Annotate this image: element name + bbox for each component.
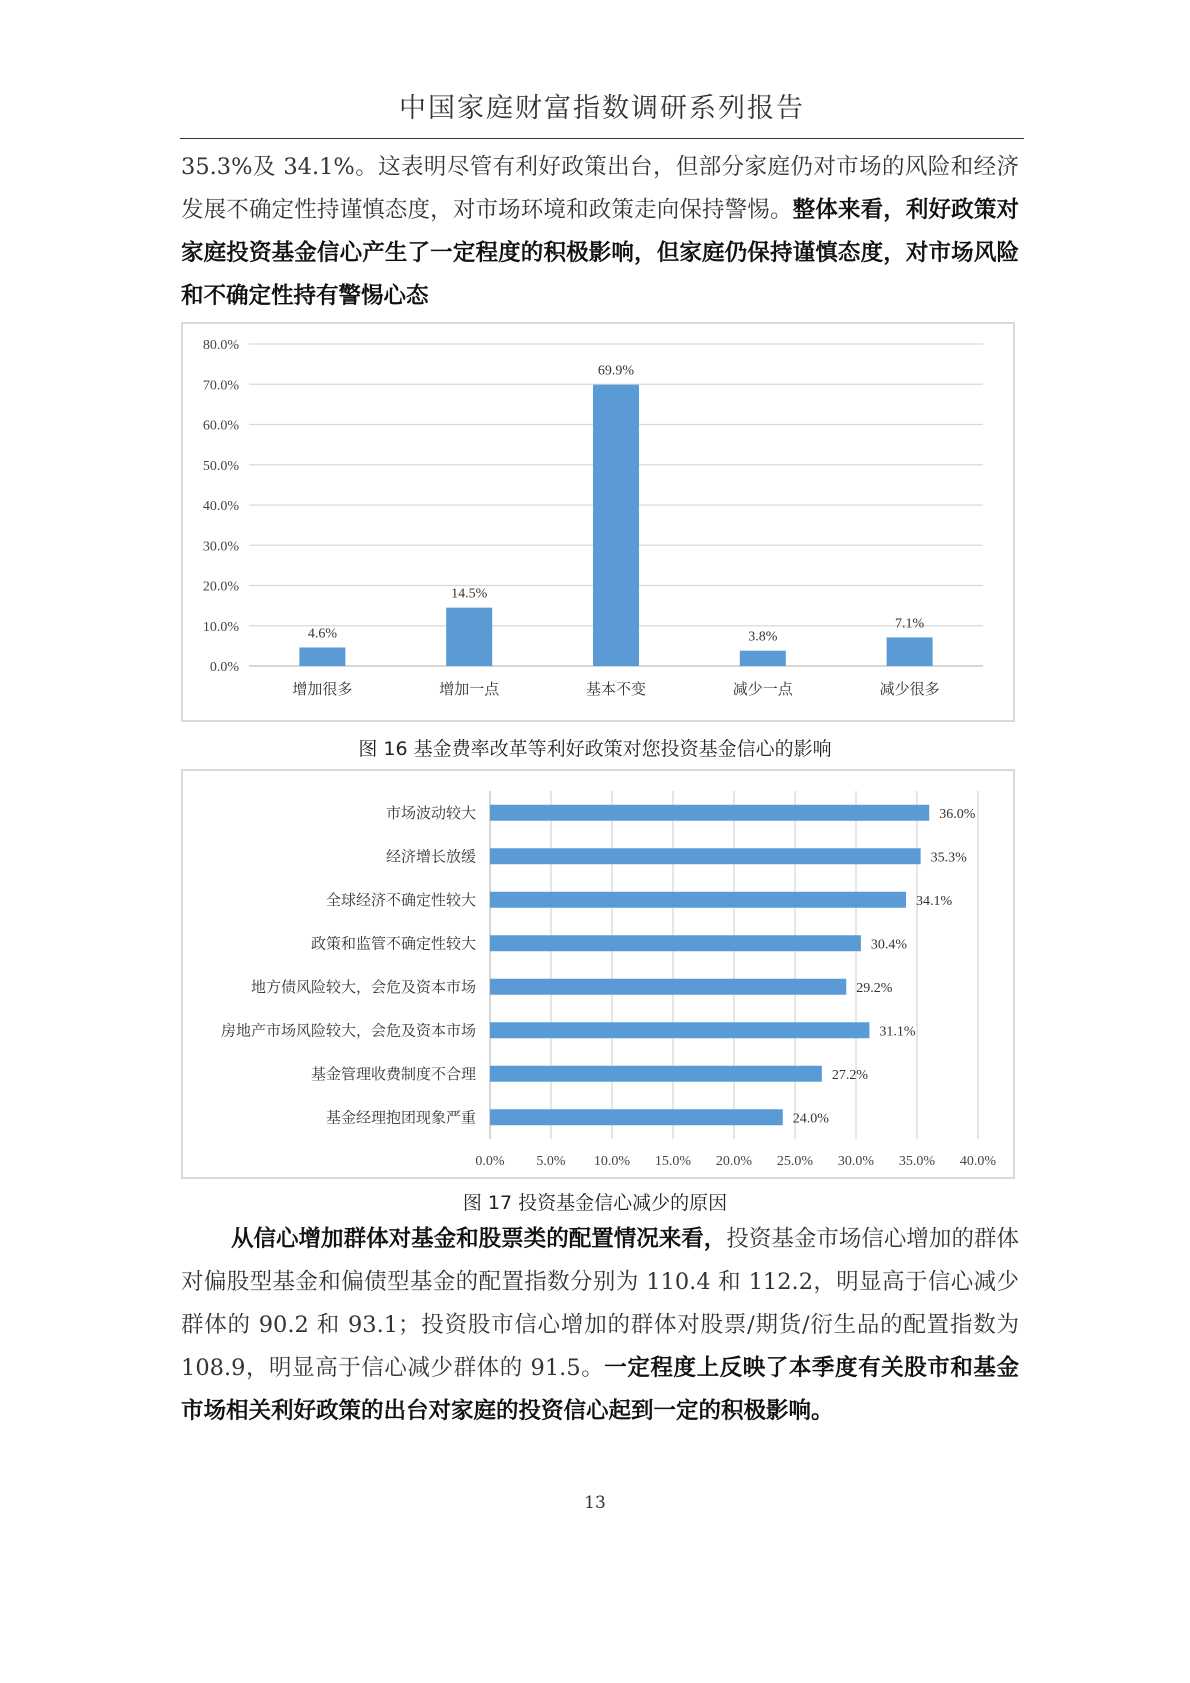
- y-tick-label: 30.0%: [202, 539, 239, 555]
- y-category-label: 经济增长放缓: [385, 847, 476, 866]
- paragraph-1: [181, 146, 1019, 318]
- figure-17-caption: 图 17 投资基金信心减少的原因: [462, 1192, 728, 1214]
- y-tick-label: 20.0%: [202, 579, 239, 595]
- x-tick-label: 15.0%: [654, 1154, 692, 1169]
- y-tick-label: 10.0%: [202, 619, 239, 635]
- x-tick-label: 20.0%: [715, 1154, 753, 1169]
- x-category-label: 减少一点: [732, 680, 793, 698]
- bar: [490, 979, 846, 995]
- x-tick-label: 40.0%: [959, 1154, 997, 1169]
- x-category-label: 减少很多: [879, 680, 940, 698]
- bar: [490, 848, 921, 864]
- bar: [593, 385, 639, 666]
- y-tick-label: 50.0%: [202, 458, 239, 474]
- data-label: 34.1%: [916, 893, 953, 909]
- y-tick-label: 40.0%: [202, 499, 239, 514]
- data-label: 7.1%: [895, 616, 925, 632]
- y-category-label: 地方债风险较大，会危及资本市场: [250, 977, 476, 996]
- y-category-label: 政策和监管不确定性较大: [310, 934, 476, 953]
- data-label: 27.2%: [831, 1067, 869, 1083]
- x-tick-label: 10.0%: [593, 1154, 631, 1169]
- figure-17-svg: [183, 771, 1013, 1177]
- x-category-label: 增加一点: [439, 680, 500, 698]
- page-number: 13: [584, 1493, 606, 1513]
- y-tick-label: 0.0%: [209, 660, 239, 675]
- bar: [490, 892, 906, 908]
- y-tick-label: 60.0%: [202, 418, 239, 434]
- bar: [490, 935, 861, 951]
- data-label: 3.8%: [748, 629, 778, 645]
- data-label: 30.4%: [870, 937, 908, 953]
- x-category-label: 增加很多: [292, 680, 353, 698]
- y-category-label: 基金管理收费制度不合理: [310, 1064, 476, 1083]
- y-category-label: 基金经理抱团现象严重: [325, 1108, 476, 1127]
- bar: [490, 1109, 783, 1125]
- y-category-label: 全球经济不确定性较大: [325, 890, 476, 909]
- y-tick-label: 70.0%: [202, 378, 239, 394]
- header-divider: [180, 138, 1024, 139]
- x-tick-label: 0.0%: [475, 1154, 505, 1169]
- x-tick-label: 35.0%: [898, 1154, 936, 1169]
- x-category-label: 基本不变: [585, 680, 647, 698]
- y-tick-label: 80.0%: [202, 338, 239, 353]
- bar: [490, 1022, 869, 1038]
- paragraph-1-text: 35.3%及 34.1%。这表明尽管有利好政策出台，但部分家庭仍对市场的风险和经济发展不确定性持谨慎态度，对市场环境和政策走向保持警惕。: [181, 154, 1019, 223]
- bar: [490, 1066, 822, 1082]
- bar: [887, 637, 933, 666]
- paragraph-2: [181, 1218, 1019, 1433]
- figure-16-svg: [183, 324, 1013, 720]
- figure-17-chart: [181, 769, 1015, 1179]
- figure-16-caption: 图 16 基金费率改革等利好政策对您投资基金信心的影响: [358, 738, 832, 760]
- data-label: 14.5%: [451, 586, 488, 602]
- data-label: 36.0%: [939, 806, 976, 822]
- x-tick-label: 25.0%: [776, 1154, 814, 1169]
- bar: [490, 805, 929, 821]
- data-label: 31.1%: [879, 1024, 916, 1040]
- bar: [740, 651, 786, 666]
- data-label: 35.3%: [930, 850, 967, 866]
- paragraph-1-bold: 整体来看，利好政策对家庭投资基金信心产生了一定程度的积极影响，但家庭仍保持谨慎态度，对市场风险和不确定性持有警惕心态: [181, 197, 1019, 309]
- bar: [299, 647, 345, 666]
- data-label: 4.6%: [307, 626, 337, 642]
- x-tick-label: 5.0%: [536, 1154, 566, 1169]
- paragraph-2-bold-tail: 一定程度上反映了本季度有关股市和基金市场相关利好政策的出台对家庭的投资信心起到一定的积极影响。: [181, 1355, 1019, 1424]
- paragraph-2-text: 投资基金市场信心增加的群体对偏股型基金和偏债型基金的配置指数分别为 110.4 和 112.2，明显高于信心减少群体的 90.2 和 93.1；投资股市信心增加的群体对股票/期货/衍生品的配置指数为 108.9，明显高于信心减少群体的 91.5。: [181, 1226, 1019, 1381]
- figure-16-chart: [181, 322, 1015, 722]
- paragraph-2-bold-lead: 从信心增加群体对基金和股票类的配置情况来看，: [231, 1226, 727, 1252]
- report-header: 中国家庭财富指数调研系列报告: [399, 93, 805, 124]
- y-category-label: 房地产市场风险较大，会危及资本市场: [220, 1021, 476, 1040]
- bar: [446, 608, 492, 666]
- data-label: 69.9%: [597, 363, 635, 379]
- data-label: 29.2%: [856, 980, 893, 996]
- x-tick-label: 30.0%: [837, 1154, 875, 1169]
- data-label: 24.0%: [792, 1111, 829, 1127]
- y-category-label: 市场波动较大: [385, 803, 476, 822]
